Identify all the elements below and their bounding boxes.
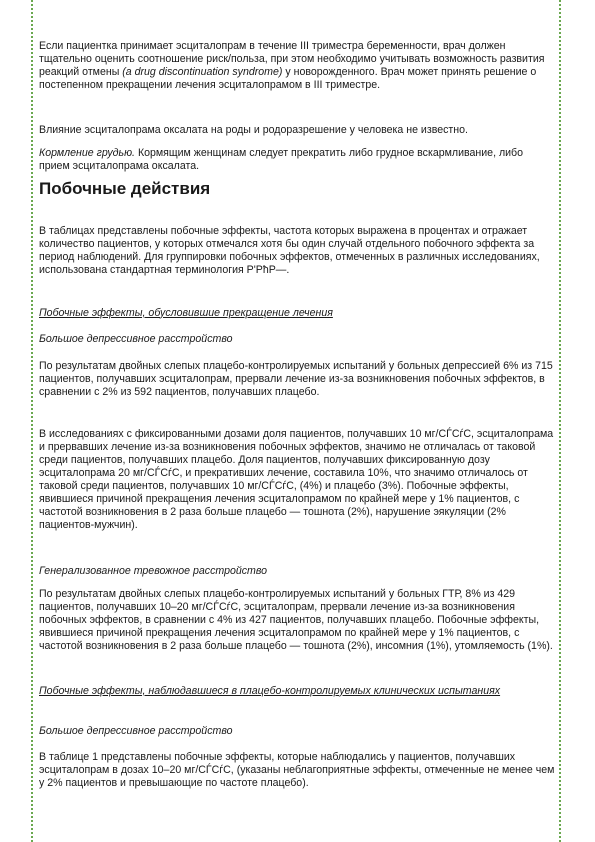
subheading-gad: Генерализованное тревожное расстройство xyxy=(39,564,268,577)
breastfeeding-text: Кормящим женщинам следует прекратить либо грудное вскармливание, либо прием эсциталопрама оксалата. xyxy=(39,146,524,172)
left-dotted-border xyxy=(31,0,33,842)
subheading-placebo-trials: Побочные эффекты, наблюдавшиеся в плацебо-контролируемых клинических испытаниях xyxy=(39,684,501,697)
subheading-discontinuation: Побочные эффекты, обусловившие прекращение лечения xyxy=(39,306,333,319)
subheading-mdd: Большое депрессивное расстройство xyxy=(39,332,233,345)
paragraph-text: Если пациентка принимает эсциталопрам в течение III триместра беременности, врач должен тщательно оценить соотношение риск/польза, при этом необходимо учитывать возможность развития реакций отмены xyxy=(39,39,545,78)
paragraph-breastfeeding xyxy=(39,147,555,173)
subheading-mdd-2: Большое депрессивное расстройство xyxy=(39,724,233,737)
paragraph-intro: В таблицах представлены побочные эффекты, частота которых выражена в процентах и отражает количество пациентов, у которых отмечался хотя бы один случай отдельного побочного эффекта за период наблюдений. Для группировки побочных эффектов, отмеченных в различных исследованиях, использована стандартная терминология Р'РћР—. xyxy=(39,224,540,276)
paragraph-gad-results: По результатам двойных слепых плацебо-контролируемых испытаний у больных ГТР, 8% из 429 пациентов, получавших 10–20 мг/СЃСѓС, эсциталопрам, прервали лечение из-за возникновения побочных эффектов, в сравнении с 4% из 427 пациентов, получавших плацебо. Побочные эффекты, явившиеся причиной прекращения лечения эсциталопрамом по крайней мере у 1% пациентов, с частотой возникновения в 2 раза больше плацебо — тошнота (2%), инсомния (1%), утомляемость (1%). xyxy=(39,587,553,652)
right-dotted-border xyxy=(559,0,561,842)
paragraph-mdd-results: По результатам двойных слепых плацебо-контролируемых испытаний у больных депрессией 6% из 715 пациентов, получавших эсциталопрам, прервали лечение из-за возникновения побочных эффектов, в сравнении с 2% из 592 пациентов, получавших плацебо. xyxy=(39,359,553,398)
paragraph-fixed-dose: В исследованиях с фиксированными дозами доля пациентов, получавших 10 мг/СЃСѓС, эсциталопрама и прервавших лечение из-за возникновения побочных эффектов, значимо не отличалась от таковой среди пациентов, получавших плацебо. Доля пациентов, получавших фиксированную дозу эсциталопрама 20 мг/СЃСѓС, и прекративших лечение, составила 10%, что значимо отличалось от таковой среди пациентов, получавших 10 мг/СЃСѓС, (4%) и плацебо (3%). Побочные эффекты, явившиеся причиной прекращения лечения эсциталопрамом по крайней мере у 1% пациентов, с частотой возникновения в 2 раза больше плацебо — тошнота (2%), нарушение эякуляции (2% пациентов-мужчин). xyxy=(39,427,554,531)
paragraph-text-end: у новорожденного. Врач может принять решение о постепенном прекращении лечения эсциталопрамом в III триместре. xyxy=(39,65,537,91)
breastfeeding-label: Кормление грудью. xyxy=(39,146,135,159)
paragraph-italic-text: (a drug discontinuation syndrome) xyxy=(122,65,283,78)
section-heading: Побочные действия xyxy=(39,179,211,198)
paragraph-pregnancy xyxy=(39,40,555,92)
paragraph-labor: Влияние эсциталопрама оксалата на роды и родоразрешение у человека не известно. xyxy=(39,123,468,136)
paragraph-table1: В таблице 1 представлены побочные эффекты, которые наблюдались у пациентов, получавших эсциталопрам в дозах 10–20 мг/СЃСѓС, (указаны неблагоприятные эффекты, отмеченные не менее чем у 2% пациентов и превышающие по частоте плацебо). xyxy=(39,750,555,789)
